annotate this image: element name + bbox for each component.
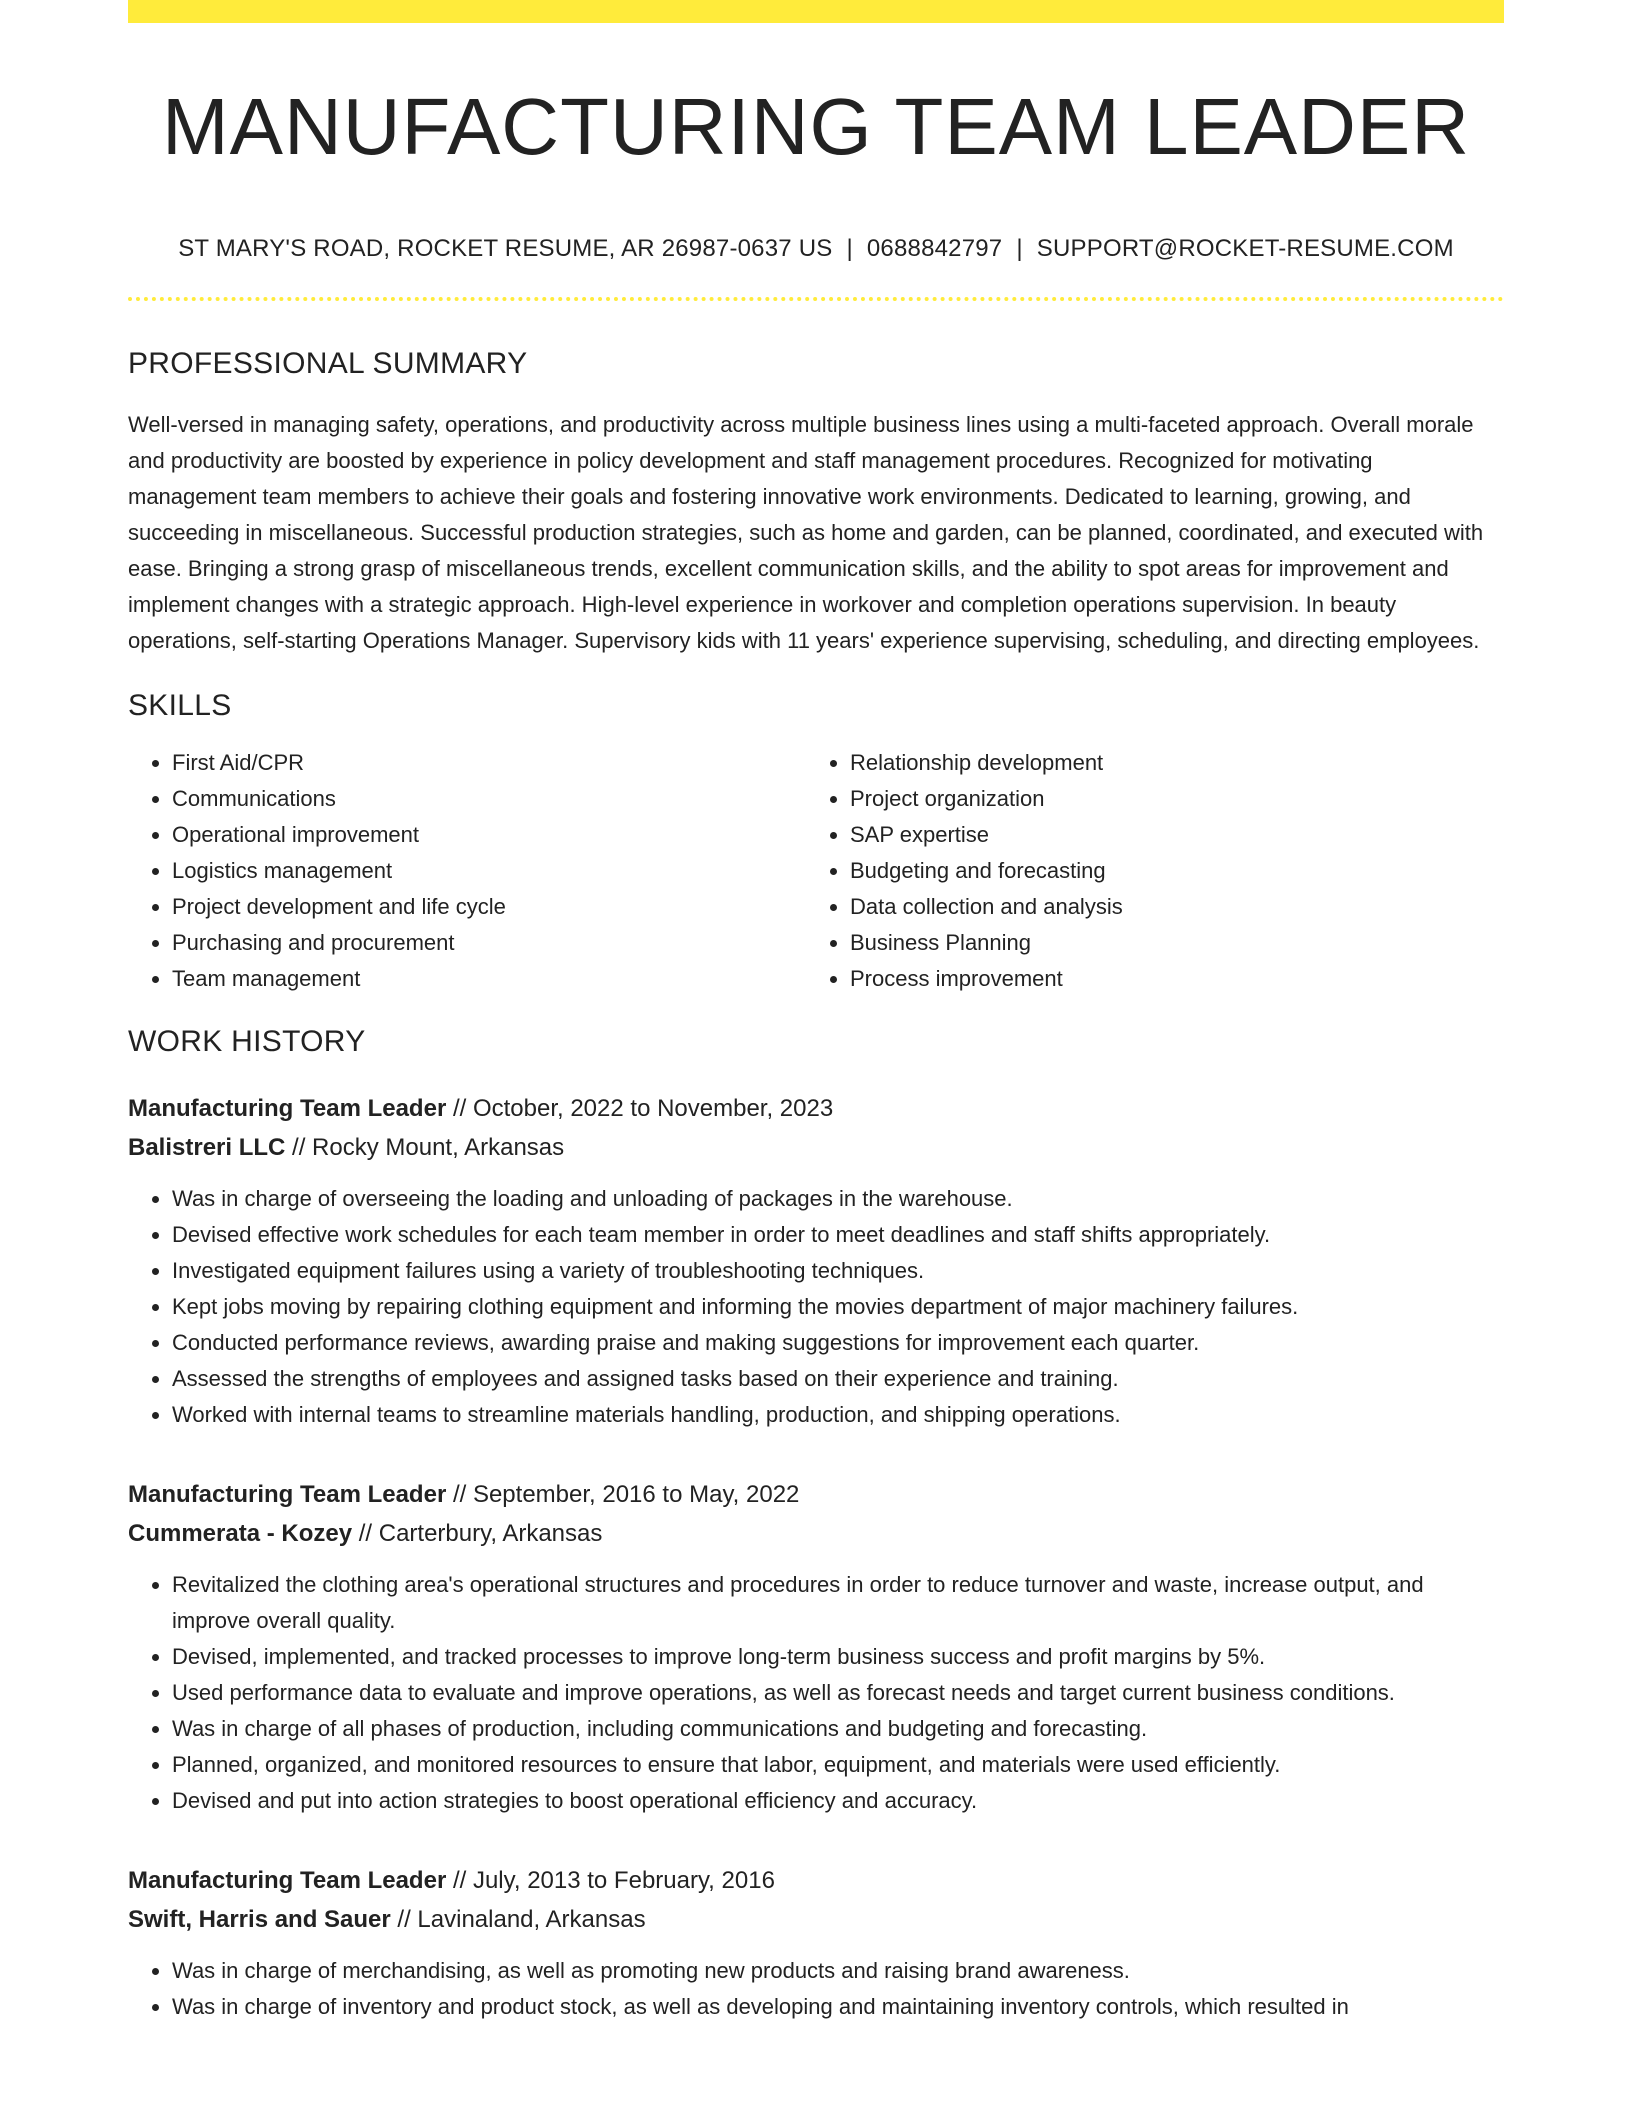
job-company: Swift, Harris and Sauer [128, 1906, 391, 1933]
job-location: // Carterbury, Arkansas [352, 1520, 603, 1547]
list-item: • Used performance data to evaluate and improve operations, as well as forecast needs and target current business conditions. [172, 1675, 1504, 1711]
job-bullets [128, 1567, 1504, 1819]
accent-bar [128, 0, 1504, 23]
job-location: // Lavinaland, Arkansas [390, 1906, 646, 1933]
list-item: • Investigated equipment failures using a variety of troubleshooting techniques. [172, 1253, 1504, 1289]
skill-item: • Operational improvement [172, 817, 806, 853]
job-company-line [128, 1128, 1504, 1167]
contact-line [128, 235, 1504, 263]
page-title: MANUFACTURING TEAM LEADER [161, 82, 1471, 171]
list-item: • Devised, implemented, and tracked processes to improve long-term business success and profit margins by 5%. [172, 1639, 1504, 1675]
skill-item: • Relationship development [850, 745, 1484, 781]
list-item: • Assessed the strengths of employees and assigned tasks based on their experience and training. [172, 1361, 1504, 1397]
list-item: • Devised and put into action strategies to boost operational efficiency and accuracy. [172, 1783, 1504, 1819]
job-bullets [128, 1953, 1504, 2025]
skill-item: • Data collection and analysis [850, 889, 1484, 925]
phone: 0688842797 [866, 235, 1003, 262]
job-bullets [128, 1181, 1504, 1433]
job-dates: // October, 2022 to November, 2023 [446, 1095, 834, 1122]
job-dates: // September, 2016 to May, 2022 [446, 1481, 800, 1508]
job-title-line [128, 1089, 1504, 1128]
dotted-divider [128, 297, 1504, 301]
summary-text: Well-versed in managing safety, operations, and productivity across multiple business lines using a multi-faceted approach. Overall morale and productivity are boosted by experience in policy development and staff management procedures. Recognized for motivating management team members to achieve their goals and fostering innovative work environments. Dedicated to learning, growing, and succeeding in miscellaneous. Successful production strategies, such as home and garden, can be planned, coordinated, and executed with ease. Bringing a strong grasp of miscellaneous trends, excellent communication skills, and the ability to spot areas for improvement and implement changes with a strategic approach. High-level experience in workover and completion operations supervision. In beauty operations, self-starting Operations Manager. Supervisory kids with 11 years' experience supervising, scheduling, and directing employees. [128, 412, 1484, 653]
skills-column-left [128, 745, 806, 997]
list-item: • Worked with internal teams to streamline materials handling, production, and shipping operations. [172, 1397, 1504, 1433]
skills-heading: SKILLS [128, 689, 232, 722]
resume-page [128, 0, 1504, 2025]
job-location: // Rocky Mount, Arkansas [285, 1134, 565, 1161]
job-entry [128, 1475, 1504, 1819]
skill-item: • SAP expertise [850, 817, 1484, 853]
list-item: • Was in charge of overseeing the loading and unloading of packages in the warehouse. [172, 1181, 1504, 1217]
skill-item: • Business Planning [850, 925, 1484, 961]
job-company-line [128, 1900, 1504, 1939]
list-item: • Conducted performance reviews, awarding praise and making suggestions for improvement each quarter. [172, 1325, 1504, 1361]
list-item: • Was in charge of inventory and product stock, as well as developing and maintaining inventory controls, which resulted in [172, 1989, 1504, 2025]
job-entry [128, 1089, 1504, 1433]
job-entry [128, 1861, 1504, 2025]
address: ST MARY'S ROAD, ROCKET RESUME, AR 26987-0637 US [178, 235, 833, 262]
skills-column-right [806, 745, 1484, 997]
job-company: Balistreri LLC [128, 1134, 286, 1161]
job-company: Cummerata - Kozey [128, 1520, 353, 1547]
list-item: • Devised effective work schedules for each team member in order to meet deadlines and staff shifts appropriately. [172, 1217, 1504, 1253]
skill-item: • Project development and life cycle [172, 889, 806, 925]
list-item: • Revitalized the clothing area's operational structures and procedures in order to reduce turnover and waste, increase output, and improve overall quality. [172, 1567, 1504, 1639]
separator: | [1016, 235, 1023, 262]
job-company-line [128, 1514, 1504, 1553]
skill-item: • Logistics management [172, 853, 806, 889]
skills-list [128, 745, 1504, 997]
summary-heading: PROFESSIONAL SUMMARY [128, 347, 528, 380]
job-role: Manufacturing Team Leader [128, 1095, 447, 1122]
email-link[interactable]: SUPPORT@ROCKET-RESUME.COM [1036, 235, 1454, 262]
skill-item: • Budgeting and forecasting [850, 853, 1484, 889]
list-item: • Kept jobs moving by repairing clothing equipment and informing the movies department of major machinery failures. [172, 1289, 1504, 1325]
skill-item: • First Aid/CPR [172, 745, 806, 781]
job-dates: // July, 2013 to February, 2016 [446, 1867, 775, 1894]
skill-item: • Purchasing and procurement [172, 925, 806, 961]
skill-item: • Project organization [850, 781, 1484, 817]
separator: | [846, 235, 853, 262]
skill-item: • Team management [172, 961, 806, 997]
skill-item: • Communications [172, 781, 806, 817]
job-title-line [128, 1475, 1504, 1514]
list-item: • Was in charge of all phases of production, including communications and budgeting and forecasting. [172, 1711, 1504, 1747]
skill-item: • Process improvement [850, 961, 1484, 997]
job-title-line [128, 1861, 1504, 1900]
job-role: Manufacturing Team Leader [128, 1867, 447, 1894]
work-history-heading: WORK HISTORY [128, 1025, 366, 1058]
list-item: • Planned, organized, and monitored resources to ensure that labor, equipment, and materials were used efficiently. [172, 1747, 1504, 1783]
list-item: • Was in charge of merchandising, as well as promoting new products and raising brand awareness. [172, 1953, 1504, 1989]
job-role: Manufacturing Team Leader [128, 1481, 447, 1508]
